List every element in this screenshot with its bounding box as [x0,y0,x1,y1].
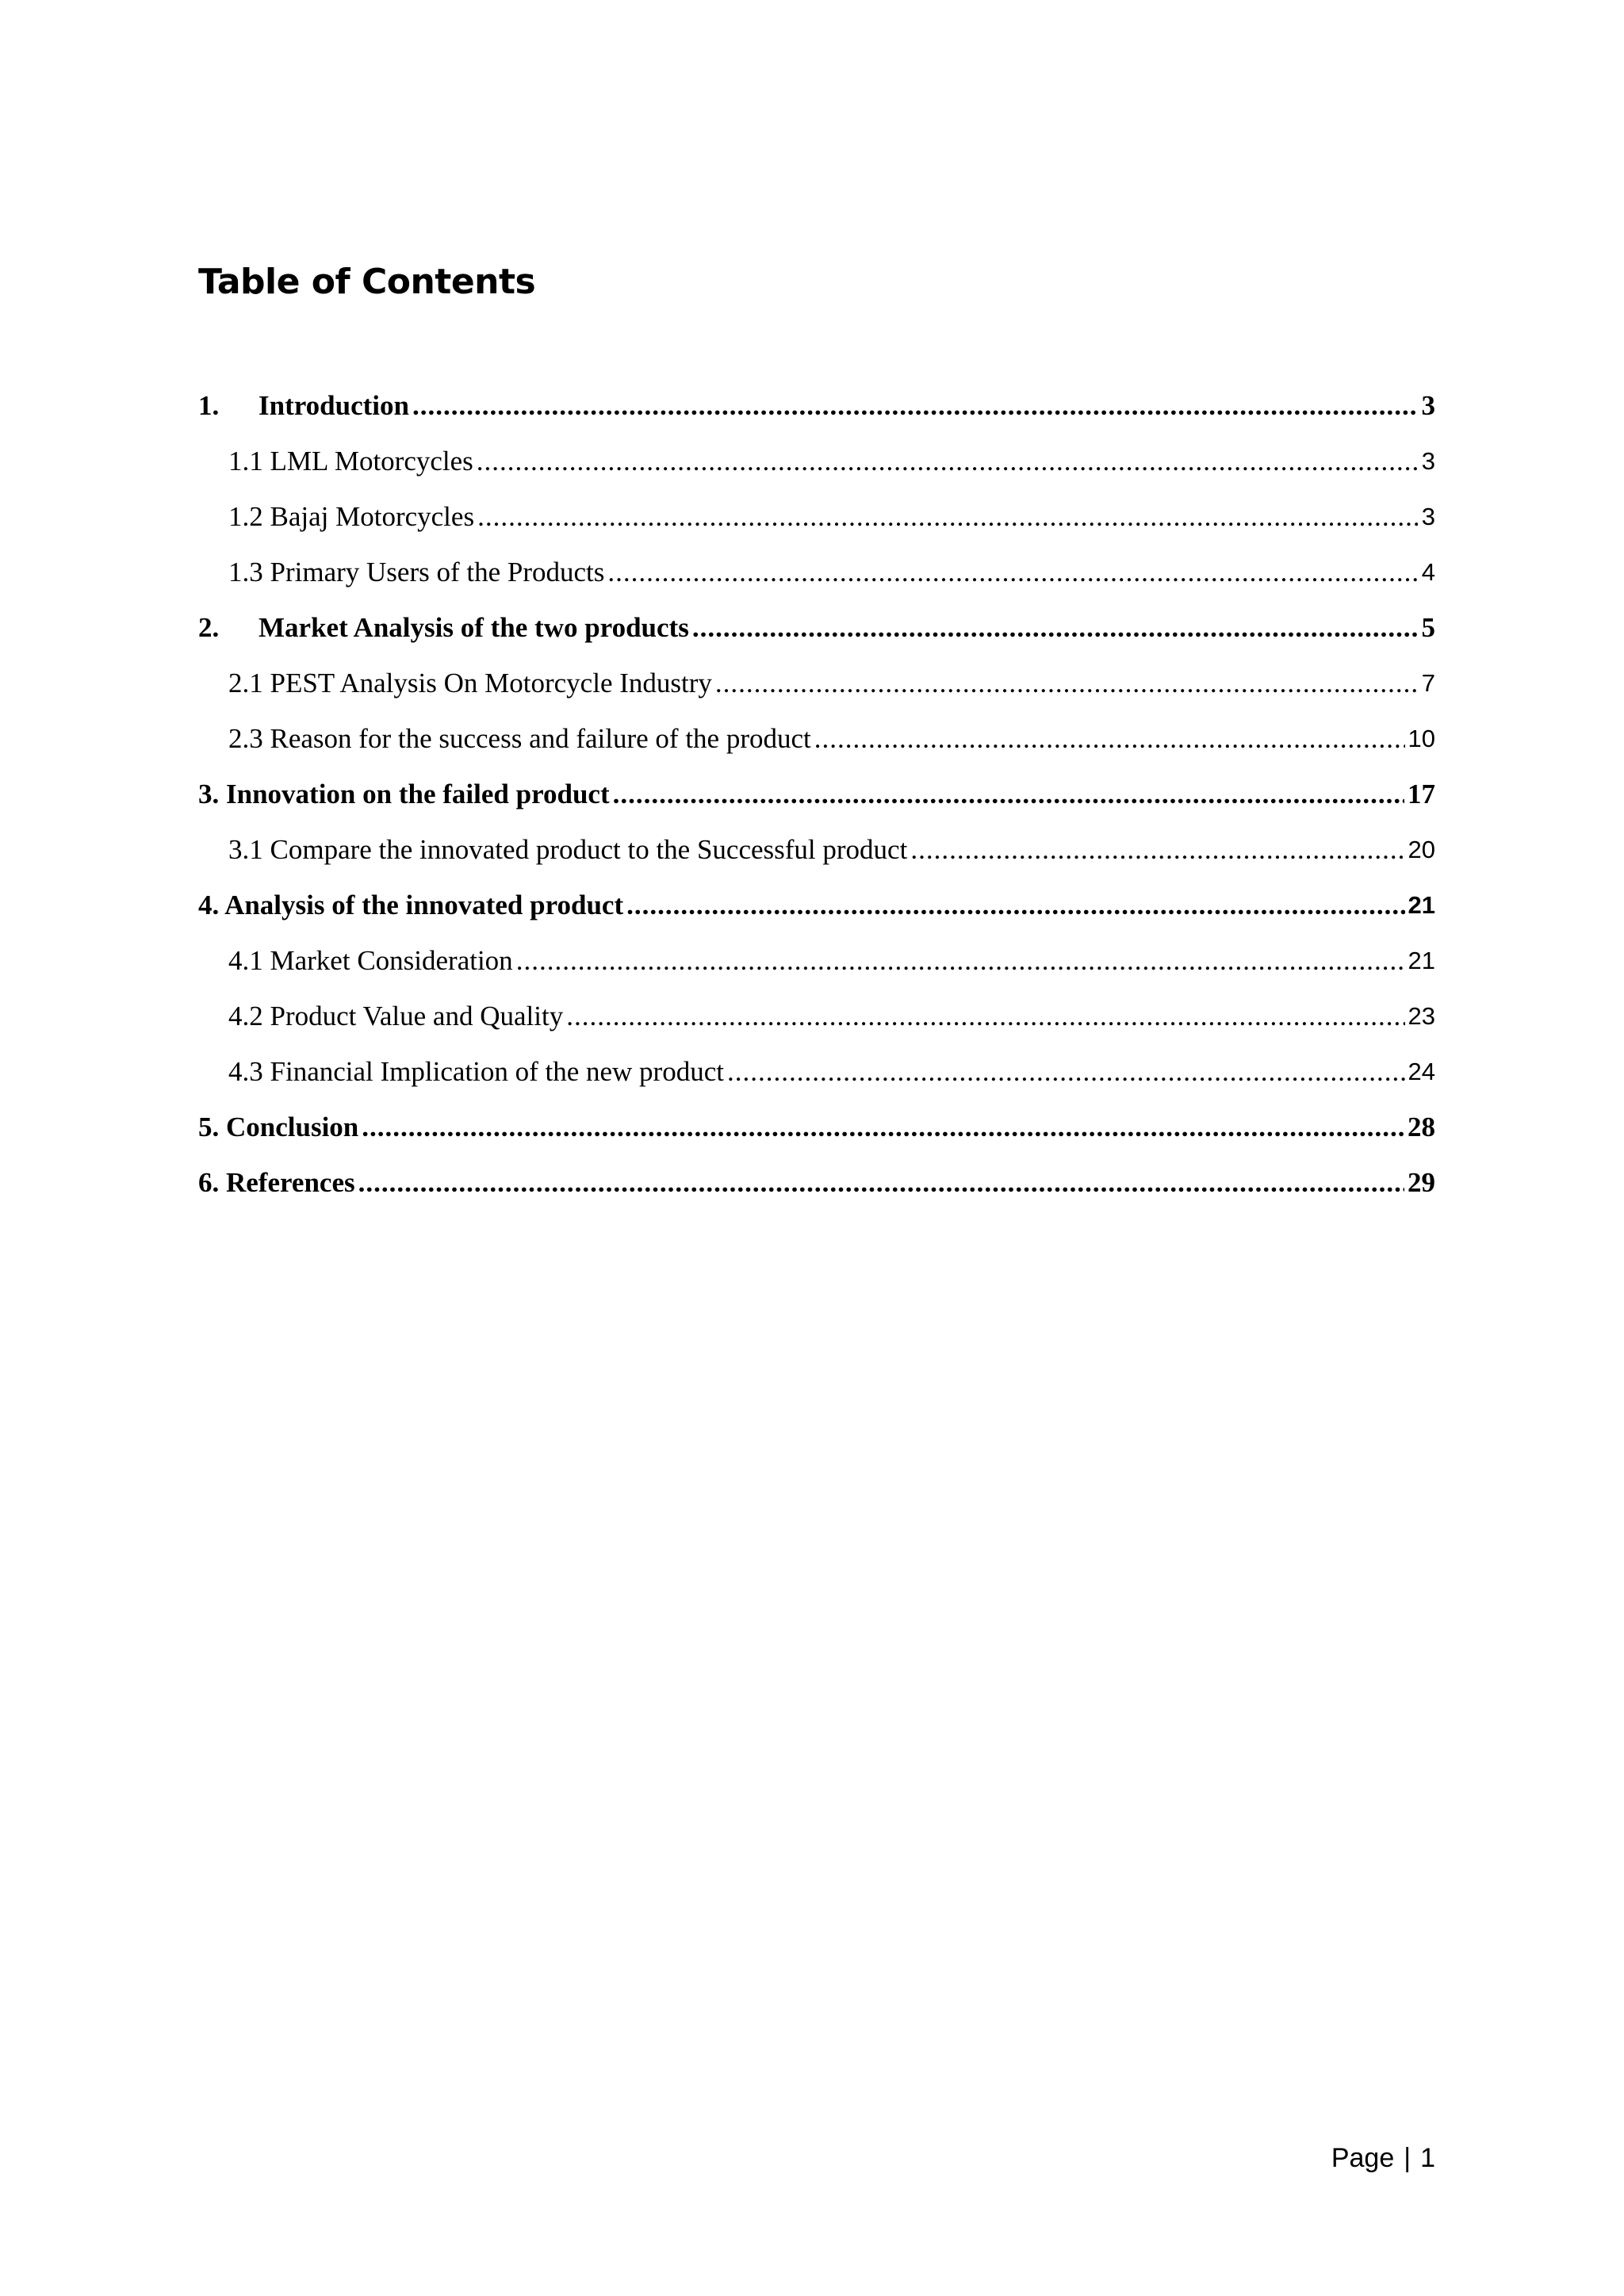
page-footer [1331,2141,1435,2175]
toc-entry[interactable] [198,596,1435,652]
toc-entry[interactable] [198,985,1435,1040]
toc-entry[interactable] [198,1151,1435,1207]
toc-entry-label: 6. References [198,1167,355,1198]
toc-entry[interactable] [198,1096,1435,1151]
toc-entry[interactable] [198,818,1435,874]
toc-entry-label: 3.1 Compare the innovated product to the Successful product [228,834,908,865]
toc-entry-page: 3 [1421,447,1435,475]
toc-entry[interactable] [198,763,1435,818]
toc-entry-page: 17 [1408,779,1435,809]
dot-leader [613,777,1404,812]
toc-entry-page: 20 [1408,836,1435,863]
toc-entry-page: 24 [1408,1058,1435,1085]
dot-leader [516,943,1405,978]
toc-entry-label: 3. Innovation on the failed product [198,779,610,809]
toc-entry-label: 1.3 Primary Users of the Products [228,557,605,587]
toc-entry[interactable] [198,874,1435,929]
page-number: 1 [1420,2143,1435,2173]
page-title: Table of Contents [198,262,536,302]
dot-leader [910,832,1404,867]
dot-leader [477,444,1418,479]
toc-entry-label: 2.1 PEST Analysis On Motorcycle Industry [228,668,712,698]
toc-entry-label: 4. Analysis of the innovated product [198,890,624,920]
page-label: Page [1331,2143,1395,2173]
toc-entry-label: Market Analysis of the two products [259,612,689,643]
toc-entry-label: 4.2 Product Value and Quality [228,1001,564,1031]
toc-entry-number: 2. [198,612,220,643]
toc-entry-page: 3 [1421,503,1435,530]
toc-entry[interactable] [198,485,1435,541]
toc-entry-label: 2.3 Reason for the success and failure of the product [228,723,811,754]
toc-entry[interactable] [198,430,1435,485]
toc-entry[interactable] [198,652,1435,707]
toc-entry[interactable] [198,707,1435,763]
toc-entry-label: 4.3 Financial Implication of the new product [228,1056,724,1087]
toc-entry-label: Introduction [259,390,409,421]
toc-entry[interactable] [198,929,1435,985]
toc-entry-page: 23 [1408,1002,1435,1030]
dot-leader [626,888,1404,923]
dot-leader [358,1165,1404,1200]
toc-entry-label: 4.1 Market Consideration [228,945,513,976]
toc-entry-label: 1.2 Bajaj Motorcycles [228,501,475,532]
toc-entry-page: 4 [1421,558,1435,586]
dot-leader [715,666,1418,701]
dot-leader [607,555,1418,590]
page-separator: | [1404,2143,1411,2173]
table-of-contents [198,374,1435,1207]
dot-leader [362,1110,1404,1145]
toc-entry-number: 1. [198,390,220,421]
toc-entry-page: 10 [1408,725,1435,752]
dot-leader [727,1054,1405,1089]
toc-entry[interactable] [198,541,1435,596]
toc-entry-page: 28 [1408,1112,1435,1142]
dot-leader [566,999,1404,1034]
toc-entry[interactable] [198,374,1435,430]
dot-leader [412,388,1418,423]
toc-entry-page: 29 [1408,1167,1435,1198]
toc-entry-label: 5. Conclusion [198,1112,359,1142]
dot-leader [477,499,1418,534]
dot-leader [692,610,1418,645]
dot-leader [814,721,1405,756]
toc-entry-page: 21 [1408,947,1435,974]
toc-entry[interactable] [198,1040,1435,1096]
toc-entry-page: 7 [1421,669,1435,697]
toc-entry-label: 1.1 LML Motorcycles [228,446,473,476]
toc-entry-page: 3 [1421,390,1435,421]
toc-entry-page: 21 [1408,891,1435,919]
toc-entry-page: 5 [1421,612,1435,643]
